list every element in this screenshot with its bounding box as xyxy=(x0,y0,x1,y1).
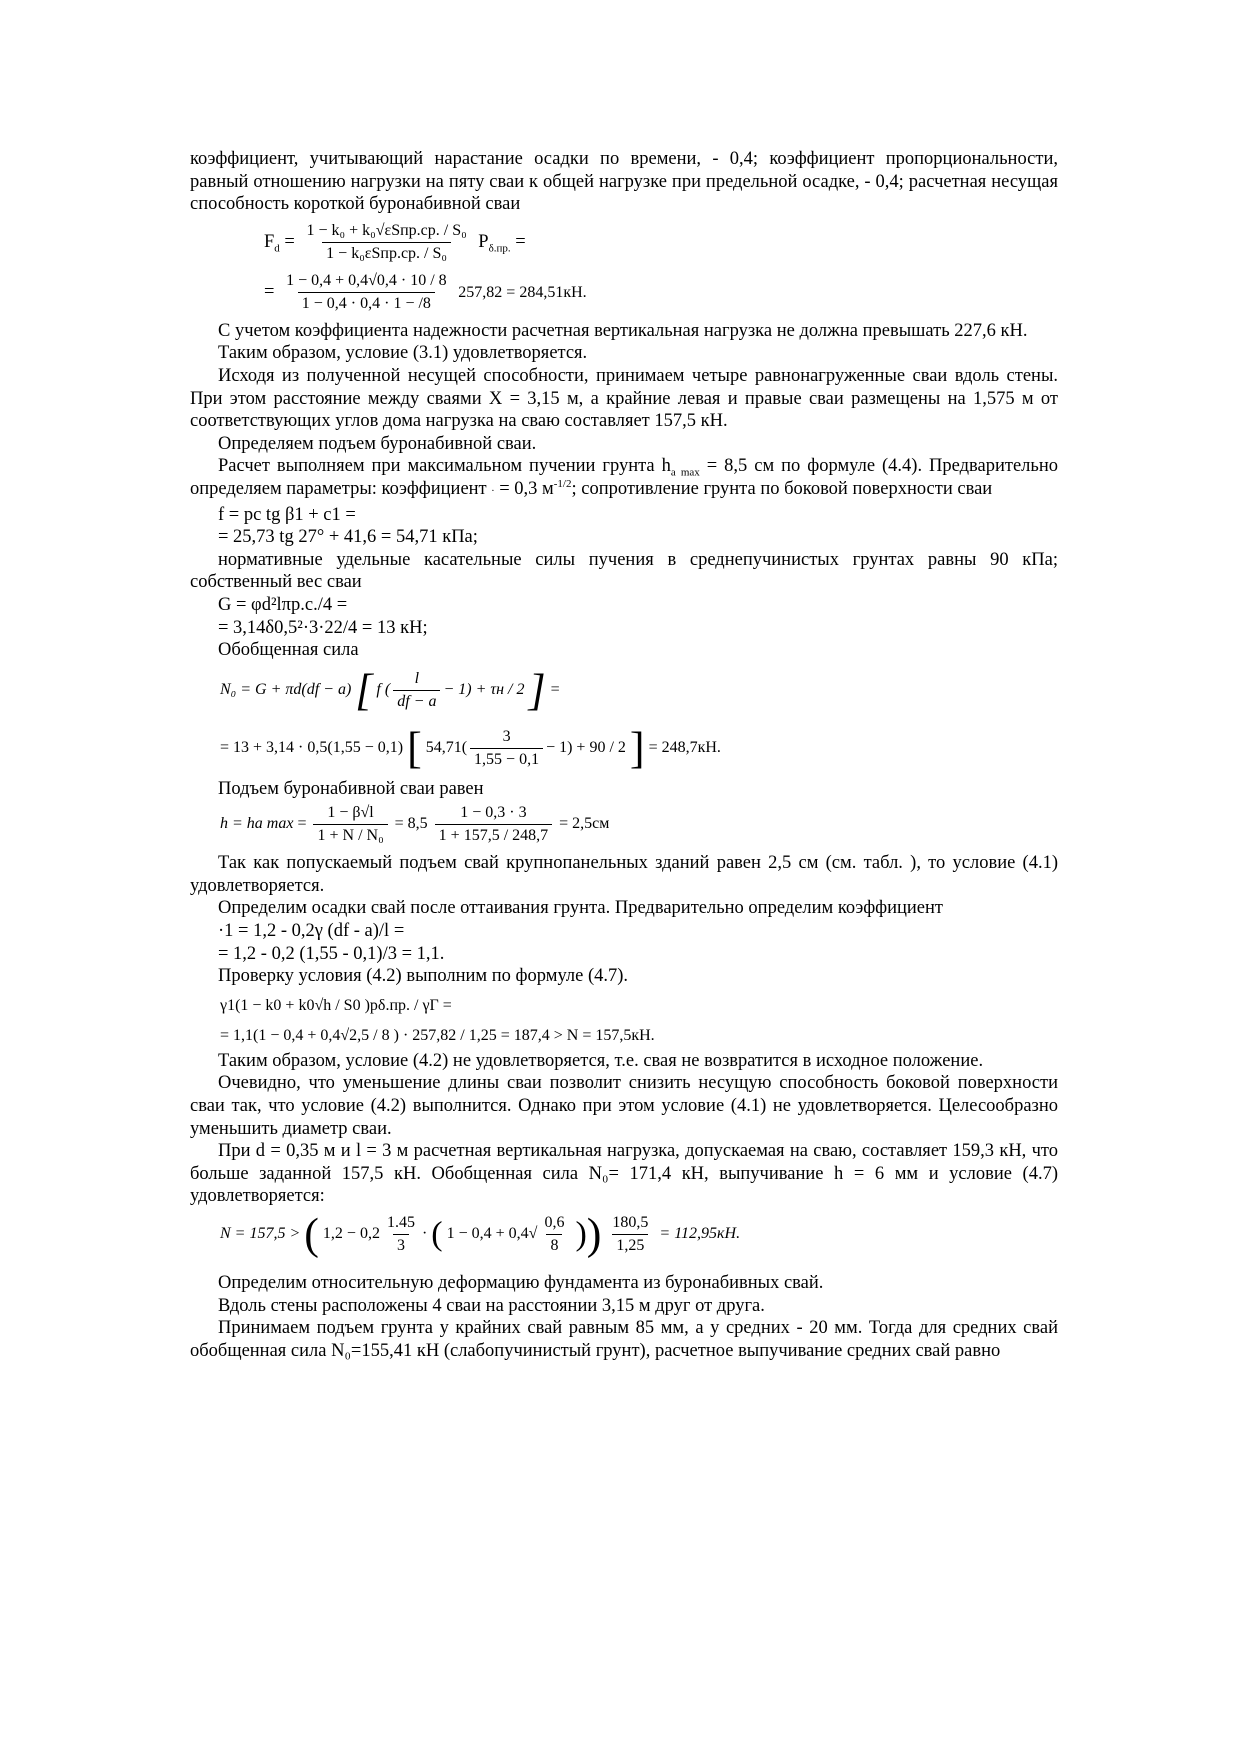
formula-condition-values: = 1,1(1 − 0,4 + 0,4√2,5 / 8 ) · 257,82 / 1,25 = 187,4 > N = 157,5кН. xyxy=(220,1026,655,1044)
paragraph: Определяем подъем буронабивной сваи. xyxy=(218,433,537,454)
fraction: $\frac{1 - \beta√l}{\text{1 + N / N₀}}$ xyxy=(313,802,387,847)
fraction: $\frac{\text{1 − k₀ + k₀√εSпр.ср. / S₀}}{\text{1 − k₀εSпр.ср. / S₀}}$ xyxy=(302,220,470,265)
formula-line: = 25,73 tg 27° + 41,6 = 54,71 кПа; xyxy=(218,527,478,548)
paragraph: Таким образом, условие (4.2) не удовлетворяется, т.е. свая не возвратится в исходное положение. xyxy=(218,1050,984,1071)
paragraph: Определим относительную деформацию фундамента из буронабивных свай. xyxy=(218,1273,824,1293)
formula-line: Подъем буронабивной сваи равен xyxy=(218,778,484,799)
formula-fd-values: = $\frac{1 - 0,4 + 0,4√0,4 \cdot 10 / 8}{1 - 0,4 \cdot 0,4 \cdot 1 - /8}$ 257,82 = 284,51кН. xyxy=(190,270,1058,320)
paragraph: нормативные удельные касательные силы пучения в среднепучинистых грунтах равны 90 кПа; собственный вес сваи xyxy=(190,549,1058,593)
formula-h: h = ha max = $\frac{1 - \beta√l}{\text{1 + N / N₀}}$ = 8,5 $\frac{1 - 0,3 \cdot 3}{1 + 157,5 / 248,7}$ = 2,5см xyxy=(190,802,1058,852)
fraction: $\frac{3}{1,55 - 0,1}$ xyxy=(470,726,543,771)
formula-fd: $F_d$ = $\frac{\text{1 − k₀ + k₀√εSпр.ср. / S₀}}{\text{1 − k₀εSпр.ср. / S₀}}$ $P_{\delta.пр.}$ = xyxy=(190,220,1058,270)
fraction: $\frac{1 - 0,3 \cdot 3}{1 + 157,5 / 248,7}$ xyxy=(435,802,552,847)
fraction: $\frac{l}{df - a}$ xyxy=(393,668,440,713)
paragraph: Очевидно, что уменьшение длины сваи позволит снизить несущую способность боковой поверхности сваи так, что условие (4.2) выполнится. Однако при этом условие (4.1) не удовлетворяется. Целесообразно уменьшить диаметр сваи. xyxy=(190,1073,1058,1139)
paragraph: При d = 0,35 м и l = 3 м расчетная вертикальная нагрузка, допускаемая на сваю, составляет 159,3 кН, что больше заданной 157,5 кН. Обобщенная сила N₀= 171,4 кН, выпучивание h = 6 мм и условие (4.7) удовлетворяется: xyxy=(190,1141,1058,1207)
paragraph: Так как попускаемый подъем свай крупнопанельных зданий равен 2,5 см (см. табл. ), то условие (4.1) удовлетворяется. xyxy=(190,853,1058,896)
formula-line: f = pc tg β1 + c1 = xyxy=(218,504,356,525)
formula-line: Проверку условия (4.2) выполним по формуле (4.7). xyxy=(218,966,629,987)
paragraph: Таким образом, условие (3.1) удовлетворяется. xyxy=(218,343,588,364)
paragraph: коэффициент, учитывающий нарастание осадки по времени, - 0,4; коэффициент пропорциональности, равный отношению нагрузки на пяту сваи к общей нагрузке при предельной осадке, - 0,4; расчетная несущая способность короткой буронабивной сваи xyxy=(190,149,1058,215)
fraction: $\frac{180,5}{1,25}$ xyxy=(608,1212,652,1257)
paragraph: Определим осадки свай после оттаивания грунта. Предварительно определим коэффициент xyxy=(218,898,944,919)
formula-line: = 1,2 - 0,2 (1,55 - 0,1)/3 = 1,1. xyxy=(218,943,445,964)
formula-n0-values: = 13 + 3,14 · 0,5(1,55 − 0,1) [ 54,71( $\frac{3}{1,55 - 0,1}$ − 1) + 90 / 2 ] = 248,7кН. xyxy=(220,723,721,773)
formula-n0: N₀ = G + πd(df − a) [ f ( $\frac{l}{df - a}$ − 1) + τн / 2 ] = xyxy=(220,665,561,715)
paragraph: Вдоль стены расположены 4 сваи на расстоянии 3,15 м друг от друга. xyxy=(218,1295,765,1316)
fraction: $\frac{1 - 0,4 + 0,4√0,4 \cdot 10 / 8}{1 - 0,4 \cdot 0,4 \cdot 1 - /8}$ xyxy=(282,270,451,315)
formula-condition: γ1(1 − k0 + k0√h / S0 )pδ.пр. / γГ = xyxy=(220,996,452,1014)
formula-line: ·1 = 1,2 - 0,2γ (df - a)/l = xyxy=(218,921,405,942)
paragraph: С учетом коэффициента надежности расчетная вертикальная нагрузка не должна превышать 227,6 кН. xyxy=(218,320,1028,341)
paragraph: Исходя из полученной несущей способности, принимаем четыре равнонагруженные сваи вдоль стены. При этом расстояние между сваями X = 3,15 м, а крайние левая и правые сваи размещены на 1,575 м от соответствующих углов дома нагрузка на сваю составляет 157,5 кН. xyxy=(190,365,1058,432)
document-page xyxy=(190,148,1058,1362)
fraction: $\frac{0,6}{8}$ xyxy=(540,1212,568,1257)
paragraph: Расчет выполняем при максимальном пучении грунта $h_{a max} = 8,5$ см по формуле (4.4). Предварительно определяем параметры: коэффициент · = 0,3 $м^{-1/2}$; сопротивление грунта по боковой поверхности сваи xyxy=(190,456,1058,499)
formula-check: N = 157,5 > ( 1,2 − 0,2 $\frac{1.45}{3}$ · ( 1 − 0,4 + 0,4√ $\frac{0,6}{8}$ )) $\frac{180,5}{1,25}$ = 112,95кН. xyxy=(220,1209,741,1259)
fraction: $\frac{1.45}{3}$ xyxy=(383,1212,419,1257)
formula-line: G = φd²lπр.с./4 = xyxy=(218,594,348,615)
formula-line: = 3,14δ0,5²·3·22/4 = 13 кН; xyxy=(218,617,428,638)
paragraph: Принимаем подъем грунта у крайних свай равным 85 мм, а у средних - 20 мм. Тогда для средних свай обобщенная сила N₀=155,41 кН (слабопучинистый грунт), расчетное выпучивание средних свай равно xyxy=(190,1318,1058,1361)
formula-line: Обобщенная сила xyxy=(218,640,359,661)
